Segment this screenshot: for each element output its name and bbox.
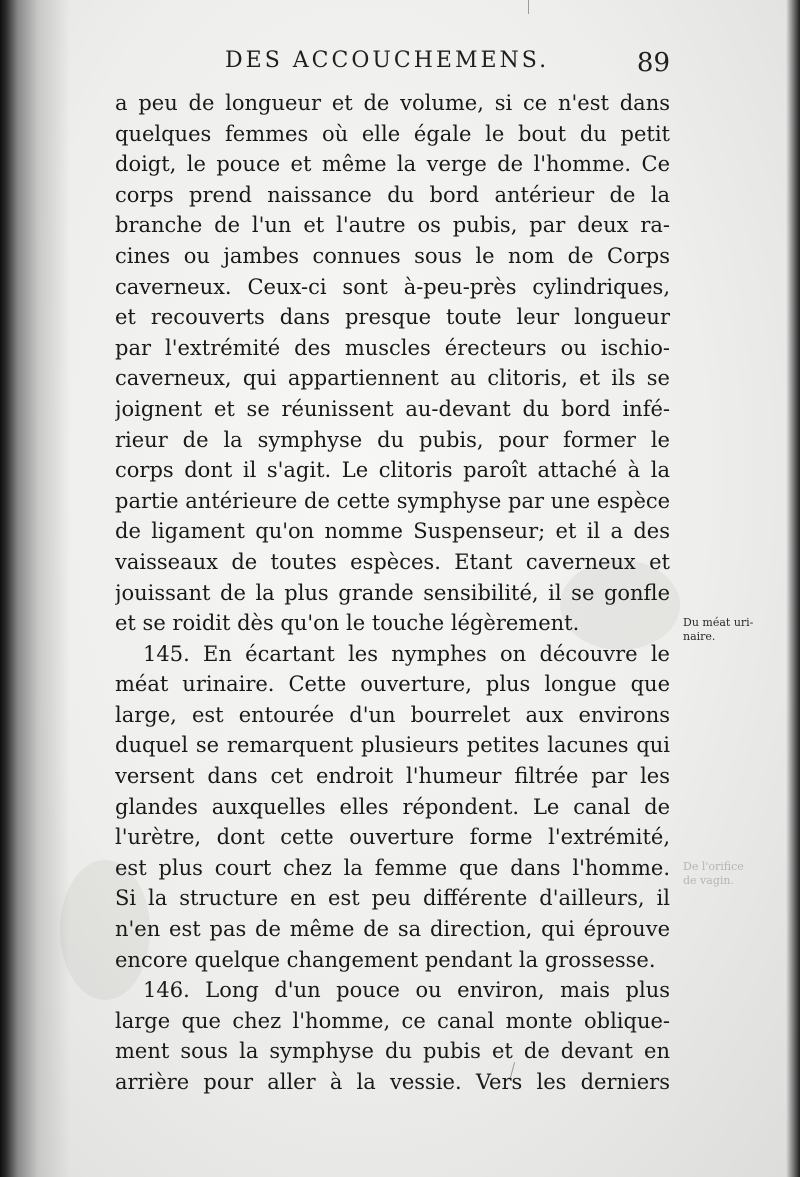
- margin-note-faint: [683, 860, 783, 888]
- margin-note-meat-urinaire: [683, 616, 783, 644]
- margin-note-line: De l'orifice: [683, 860, 744, 873]
- page-header: [115, 48, 670, 78]
- page-edge-shadow: [786, 0, 800, 1177]
- page-number: 89: [636, 48, 670, 78]
- paragraph-146-start: 146. Long d'un pouce ou environ, mais plus: [143, 978, 670, 1003]
- text-line: versent dans cet endroit l'humeur filtrée par les: [115, 764, 670, 789]
- body-text: [115, 88, 670, 1098]
- text-line: arrière pour aller à la vessie. Vers les derniers: [115, 1070, 670, 1094]
- text-line: est plus court chez la femme que dans l'homme.: [115, 855, 670, 880]
- text-line: caverneux. Ceux-ci sont à-peu-près cylindriques,: [115, 274, 670, 299]
- text-line: large que chez l'homme, ce canal monte oblique-: [115, 1008, 670, 1033]
- text-line: quelques femmes où elle égale le bout du petit: [115, 121, 670, 146]
- paper-mark: [528, 0, 529, 14]
- text-line: Si la structure en est peu différente d'ailleurs, il: [115, 886, 670, 911]
- paragraph-end-line: encore quelque changement pendant la grossesse.: [115, 947, 656, 972]
- paragraph-145-start: 145. En écartant les nymphes on découvre le: [143, 641, 670, 666]
- margin-note-line: Du méat uri-: [683, 616, 754, 629]
- text-line: de ligament qu'on nomme Suspenseur; et il a des: [115, 519, 670, 544]
- text-line: partie antérieure de cette symphyse par une espèce: [115, 488, 670, 513]
- text-line: vaisseaux de toutes espèces. Etant caverneux et: [115, 549, 670, 574]
- paragraph-end-line: et se roidit dès qu'on le touche légèrement.: [115, 611, 580, 636]
- text-line: cines ou jambes connues sous le nom de Corps: [115, 243, 670, 268]
- text-line: jouissant de la plus grande sensibilité, il se gonfle: [115, 580, 670, 605]
- running-title: DES ACCOUCHEMENS.: [225, 48, 550, 73]
- text-line: branche de l'un et l'autre os pubis, par deux ra-: [115, 213, 670, 238]
- text-line: glandes auxquelles elles répondent. Le canal de: [115, 794, 670, 819]
- text-line: large, est entourée d'un bourrelet aux environs: [115, 702, 670, 727]
- text-line: méat urinaire. Cette ouverture, plus longue que: [115, 672, 670, 697]
- text-line: et recouverts dans presque toute leur longueur: [115, 305, 670, 330]
- text-line: corps dont il s'agit. Le clitoris paroît attaché à la: [115, 458, 670, 483]
- text-line: n'en est pas de même de sa direction, qui éprouve: [115, 917, 670, 942]
- text-line: joignent et se réunissent au-devant du bord infé-: [115, 396, 670, 421]
- binding-gutter-shadow: [0, 0, 70, 1177]
- text-line: doigt, le pouce et même la verge de l'homme. Ce: [115, 152, 670, 177]
- text-line: duquel se remarquent plusieurs petites lacunes qui: [115, 733, 670, 758]
- text-line: ment sous la symphyse du pubis et de devant en: [115, 1039, 670, 1064]
- text-line: l'urètre, dont cette ouverture forme l'extrémité,: [115, 825, 670, 850]
- text-line: corps prend naissance du bord antérieur de la: [115, 182, 670, 207]
- text-line: caverneux, qui appartiennent au clitoris, et ils se: [115, 366, 670, 391]
- text-line: rieur de la symphyse du pubis, pour former le: [115, 427, 670, 452]
- text-line: a peu de longueur et de volume, si ce n'est dans: [115, 91, 670, 115]
- margin-note-line: naire.: [683, 630, 716, 643]
- margin-note-line: de vagin.: [683, 874, 734, 887]
- text-line: par l'extrémité des muscles érecteurs ou ischio-: [115, 335, 670, 360]
